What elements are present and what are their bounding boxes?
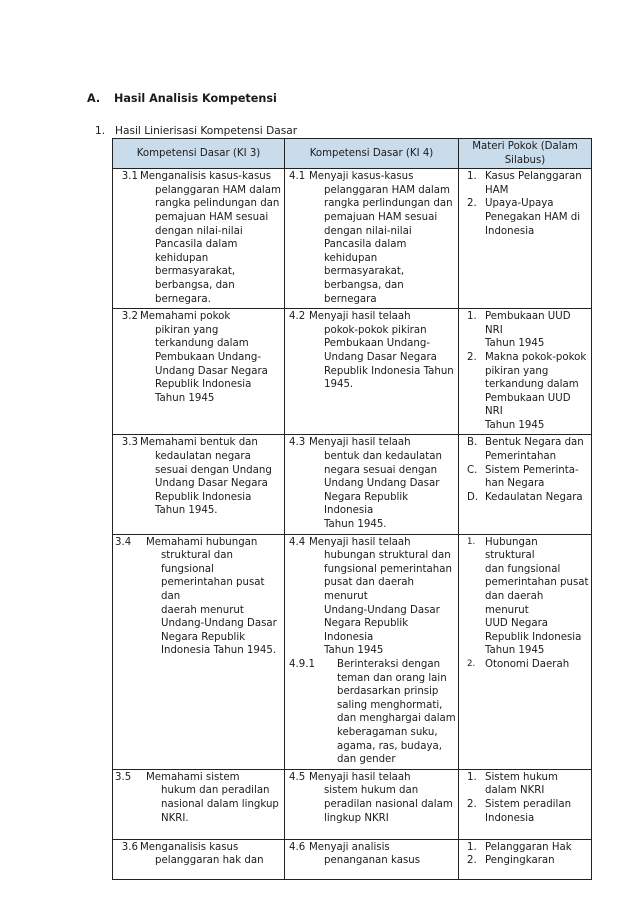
ki3-cell: [113, 169, 285, 309]
materi-text-line: Pembukaan UUD NRI: [485, 392, 571, 418]
ki3-text-line: daerah menurut: [161, 604, 244, 616]
ki3-text-line: Memahami sistem: [146, 771, 240, 783]
ki4-text-line: Pembukaan Undang-: [324, 338, 431, 350]
ki4-text-line: Menyaji hasil telaah: [309, 536, 411, 548]
ki4-text-line: Tahun 1945.: [324, 519, 387, 531]
ki3-text-line: struktural dan: [161, 550, 233, 562]
materi-text-line: Pelanggaran Hak: [485, 841, 572, 853]
materi-cell: [459, 435, 592, 534]
ki3-text-line: Memahami hubungan: [146, 536, 258, 548]
ki3-text-line: NKRI.: [161, 812, 189, 824]
ki4-sub-text-line: berdasarkan prinsip: [337, 686, 439, 698]
materi-number: 2.: [467, 351, 477, 363]
ki4-text-line: hubungan struktural dan: [324, 550, 451, 562]
ki4-cell: [285, 309, 459, 435]
section-heading: [87, 92, 277, 105]
ki3-text-line: Memahami bentuk dan: [140, 437, 258, 449]
materi-text-line: Republik Indonesia: [485, 631, 582, 643]
ki4-cell: [285, 435, 459, 534]
ki3-text-line: Menganalisis kasus-kasus: [140, 171, 272, 183]
header-materi: Materi Pokok (Dalam Silabus): [459, 139, 592, 169]
ki3-text-line: Republik Indonesia: [155, 379, 252, 391]
materi-text-line: Pengingkaran: [485, 855, 555, 867]
header-ki4: Kompetensi Dasar (KI 4): [285, 139, 459, 169]
table-row: [113, 309, 592, 435]
materi-number: 1.: [467, 311, 477, 323]
ki4-text-line: Menyaji hasil telaah: [309, 437, 411, 449]
ki4-text-line: negara sesuai dengan: [324, 464, 438, 476]
ki3-text-line: Pembukaan Undang-: [155, 351, 262, 363]
materi-item: [461, 464, 589, 491]
ki4-sub-text-line: teman dan orang lain: [337, 672, 447, 684]
ki4-text-line: lingkup NKRI: [324, 812, 389, 824]
materi-item: [461, 536, 589, 658]
materi-number: 1.: [467, 771, 477, 783]
ki4-text-line: Negara Republik Indonesia: [324, 618, 409, 643]
ki3-text-line: pelanggaran hak dan: [155, 855, 264, 867]
materi-item: [461, 351, 589, 433]
header-ki3: Kompetensi Dasar (KI 3): [113, 139, 285, 169]
materi-text-line: Sistem Pemerinta-: [485, 464, 579, 476]
ki3-number: 3.5: [115, 771, 132, 783]
subsection-number: 1.: [95, 125, 106, 137]
ki4-text-line: Republik Indonesia Tahun: [324, 365, 454, 377]
ki4-number: 4.3: [289, 437, 306, 449]
ki4-sub-text-line: keberagaman suku,: [337, 726, 438, 738]
ki3-text-line: Memahami pokok: [140, 311, 231, 323]
ki4-text-line: berbangsa, dan bernegara: [324, 279, 404, 305]
ki4-number: 4.6: [289, 841, 306, 853]
materi-number: D.: [467, 491, 479, 503]
materi-item: [461, 798, 589, 825]
ki4-text-line: 1945.: [324, 379, 354, 391]
ki3-text-line: bermasyarakat,: [155, 266, 236, 278]
ki3-number: 3.4: [115, 536, 132, 548]
materi-text-line: pemerintahan pusat: [485, 577, 589, 589]
ki3-text-line: terkandung dalam: [155, 338, 249, 350]
materi-item: [461, 771, 589, 798]
ki4-text-line: pusat dan daerah menurut: [324, 577, 414, 602]
table-row: [113, 534, 592, 769]
table-header-row: [113, 139, 592, 169]
ki4-cell: [285, 769, 459, 839]
materi-text-line: Tahun 1945: [485, 338, 545, 350]
ki4-sub-text-line: Berinteraksi dengan: [337, 658, 441, 670]
materi-text-line: Kasus Pelanggaran: [485, 171, 582, 183]
ki4-text-line: pemajuan HAM sesuai: [324, 211, 438, 223]
ki4-sub-text-line: saling menghormati,: [337, 699, 443, 711]
ki3-text-line: rangka pelindungan dan: [155, 198, 280, 210]
ki4-number: 4.4: [289, 536, 306, 548]
ki4-cell: [285, 839, 459, 879]
section-letter: A.: [87, 92, 101, 105]
ki4-text-line: Negara Republik Indonesia: [324, 491, 409, 517]
competency-table: [112, 138, 592, 880]
materi-item: [461, 436, 589, 463]
materi-text-line: Tahun 1945: [485, 419, 545, 431]
materi-text-line: Otonomi Daerah: [485, 658, 570, 670]
ki4-text-line: penanganan kasus: [324, 855, 421, 867]
ki4-sub-text-line: dan gender: [337, 754, 396, 766]
ki4-text-line: Undang Undang Dasar: [324, 478, 440, 490]
materi-item: [461, 170, 589, 197]
ki4-text-line: rangka perlindungan dan: [324, 198, 453, 210]
materi-text-line: Pembukaan UUD NRI: [485, 311, 571, 336]
materi-item: [461, 491, 589, 505]
ki4-text-line: peradilan nasional dalam: [324, 798, 453, 810]
materi-text-line: Sistem hukum: [485, 771, 558, 783]
materi-item: [461, 841, 589, 855]
ki3-text-line: dengan nilai-nilai: [155, 225, 243, 237]
ki3-text-line: pemerintahan pusat dan: [161, 577, 265, 602]
materi-number: C.: [467, 464, 478, 476]
ki4-sub-text-line: dan menghargai dalam: [337, 713, 456, 725]
ki3-cell: [113, 839, 285, 879]
materi-number: B.: [467, 437, 478, 449]
ki3-number: 3.2: [121, 311, 138, 323]
materi-number: 2.: [467, 658, 476, 669]
ki4-text-line: Undang Dasar Negara: [324, 351, 437, 363]
materi-text-line: Penegakan HAM di: [485, 211, 581, 223]
ki3-text-line: kehidupan: [155, 252, 209, 264]
table-body: [113, 169, 592, 880]
ki3-number: 3.1: [121, 171, 138, 183]
ki4-text-line: Tahun 1945: [324, 645, 384, 657]
ki3-text-line: Pancasila dalam: [155, 239, 238, 251]
materi-text-line: HAM: [485, 184, 509, 196]
ki3-cell: [113, 309, 285, 435]
ki4-cell: [285, 169, 459, 309]
materi-text-line: pikiran yang: [485, 365, 549, 377]
ki3-text-line: fungsional: [161, 563, 214, 575]
ki4-text-line: Menyaji analisis: [309, 841, 390, 853]
ki3-text-line: pikiran yang: [155, 324, 219, 336]
materi-number: 1.: [467, 171, 477, 183]
materi-item: [461, 310, 589, 351]
ki4-text-line: Menyaji hasil telaah: [309, 771, 411, 783]
ki3-text-line: Negara Republik: [161, 631, 246, 643]
materi-cell: [459, 169, 592, 309]
ki3-text-line: nasional dalam lingkup: [161, 798, 279, 810]
ki3-text-line: Tahun 1945.: [155, 505, 218, 517]
materi-text-line: Indonesia: [485, 812, 535, 824]
materi-text-line: Bentuk Negara dan: [485, 437, 584, 449]
materi-number: 2.: [467, 798, 477, 810]
ki3-text-line: pemajuan HAM sesuai: [155, 211, 269, 223]
ki3-number: 3.6: [121, 841, 138, 853]
ki4-text-line: kehidupan bermasyarakat,: [324, 252, 405, 278]
materi-text-line: terkandung dalam: [485, 379, 579, 391]
ki3-text-line: Undang Dasar Negara: [155, 478, 268, 490]
ki4-sub-number: 4.9.1: [289, 658, 315, 670]
materi-number: 2.: [467, 198, 477, 210]
ki4-cell: [285, 534, 459, 769]
materi-text-line: UUD Negara: [485, 618, 549, 630]
ki3-text-line: Tahun 1945: [155, 392, 215, 404]
materi-cell: [459, 309, 592, 435]
section-title: Hasil Analisis Kompetensi: [114, 92, 277, 105]
ki4-text-line: Undang-Undang Dasar: [324, 604, 440, 616]
ki4-text-line: bentuk dan kedaulatan: [324, 451, 442, 463]
materi-item: [461, 658, 589, 672]
materi-text-line: han Negara: [485, 478, 545, 490]
ki3-text-line: berbangsa, dan: [155, 279, 235, 291]
ki4-text-line: Menyaji kasus-kasus: [309, 171, 414, 183]
ki4-text-line: dengan nilai-nilai: [324, 225, 412, 237]
ki3-text-line: Undang-Undang Dasar: [161, 618, 277, 630]
materi-text-line: dan daerah menurut: [485, 591, 544, 616]
subsection-heading: [95, 125, 297, 137]
subsection-title: Hasil Linierisasi Kompetensi Dasar: [115, 125, 298, 137]
ki4-text-line: pelanggaran HAM dalam: [324, 184, 450, 196]
materi-number: 1.: [467, 536, 476, 547]
materi-text-line: Indonesia: [485, 225, 535, 237]
table-row: [113, 769, 592, 839]
ki3-text-line: bernegara.: [155, 293, 211, 305]
ki4-text-line: fungsional pemerintahan: [324, 563, 452, 575]
ki4-text-line: sistem hukum dan: [324, 785, 419, 797]
materi-item: [461, 197, 589, 238]
ki4-sub-text-line: agama, ras, budaya,: [337, 740, 442, 752]
materi-text-line: Makna pokok-pokok: [485, 351, 587, 363]
ki3-number: 3.3: [121, 437, 138, 449]
table-row: [113, 839, 592, 879]
materi-text-line: Hubungan struktural: [485, 536, 538, 562]
ki3-text-line: Indonesia Tahun 1945.: [161, 645, 277, 657]
table-row: [113, 169, 592, 309]
materi-cell: [459, 839, 592, 879]
materi-number: 2.: [467, 855, 477, 867]
ki3-cell: [113, 534, 285, 769]
ki3-text-line: kedaulatan negara: [155, 451, 251, 463]
materi-text-line: Tahun 1945: [485, 645, 545, 657]
materi-number: 1.: [467, 841, 477, 853]
ki4-number: 4.1: [289, 171, 306, 183]
ki3-text-line: Undang Dasar Negara: [155, 365, 268, 377]
materi-text-line: dalam NKRI: [485, 785, 545, 797]
ki3-text-line: hukum dan peradilan: [161, 785, 270, 797]
materi-item: [461, 854, 589, 868]
materi-cell: [459, 769, 592, 839]
ki3-text-line: Republik Indonesia: [155, 491, 252, 503]
materi-text-line: Pemerintahan: [485, 451, 557, 463]
ki3-cell: [113, 435, 285, 534]
ki3-text-line: Menganalisis kasus: [140, 841, 239, 853]
materi-text-line: Kedaulatan Negara: [485, 491, 583, 503]
ki4-text-line: Pancasila dalam: [324, 239, 407, 251]
materi-text-line: Sistem peradilan: [485, 798, 572, 810]
ki4-number: 4.5: [289, 771, 306, 783]
ki3-text-line: pelanggaran HAM dalam: [155, 184, 281, 196]
ki3-cell: [113, 769, 285, 839]
materi-text-line: dan fungsional: [485, 563, 561, 575]
table-row: [113, 435, 592, 534]
ki4-text-line: Menyaji hasil telaah: [309, 311, 411, 323]
ki4-sub-item: [287, 658, 456, 767]
materi-text-line: Upaya-Upaya: [485, 198, 554, 210]
ki4-number: 4.2: [289, 311, 306, 323]
ki4-text-line: pokok-pokok pikiran: [324, 324, 427, 336]
materi-cell: [459, 534, 592, 769]
ki3-text-line: sesuai dengan Undang: [155, 464, 272, 476]
